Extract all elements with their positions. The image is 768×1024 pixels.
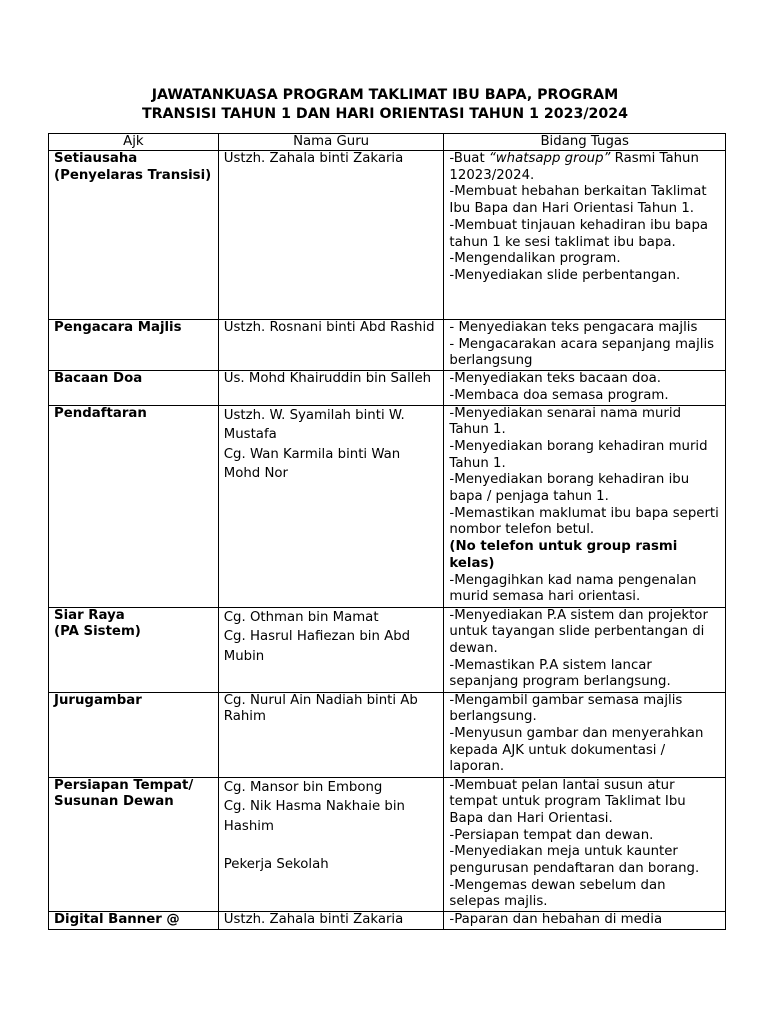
duty-item: -Persiapan tempat dan dewan. (449, 827, 654, 843)
teacher-name: Ustzh. Rosnani binti Abd Rashid (223, 320, 435, 335)
teacher-name: Us. Mohd Khairuddin bin Salleh (223, 371, 432, 387)
teacher-name: Cg. Othman bin Mamat (223, 609, 379, 625)
duty-item (449, 151, 720, 184)
ajk-cell (49, 912, 219, 930)
ajk-role: Jurugambar (54, 692, 142, 708)
ajk-role: Setiausaha (54, 151, 138, 166)
table-row (49, 151, 726, 320)
duty-item: -Paparan dan hebahan di media (449, 912, 663, 928)
nama-guru-cell (218, 912, 444, 930)
bidang-tugas-cell (444, 912, 726, 930)
ajk-role: Pendaftaran (54, 405, 147, 421)
nama-guru-cell (218, 692, 444, 777)
nama-guru-cell (218, 777, 444, 912)
header-ajk: Ajk (49, 134, 219, 151)
duty-item: -Menyediakan senarai nama murid Tahun 1. (449, 405, 682, 438)
duty-item: -Menyediakan borang kehadiran murid Tahun 1. (449, 438, 708, 471)
ajk-role: (PA Sistem) (54, 624, 141, 640)
table-row (49, 692, 726, 777)
bidang-tugas-cell (444, 320, 726, 371)
table-row (49, 371, 726, 405)
teacher-name: Ustzh. W. Syamilah binti W. Mustafa (223, 407, 405, 443)
header-nama-guru: Nama Guru (218, 134, 444, 151)
duty-item: -Mengemas dewan sebelum dan selepas majlis. (449, 877, 666, 910)
nama-guru-cell (218, 151, 444, 320)
table-row (49, 320, 726, 371)
ajk-cell (49, 405, 219, 607)
duty-item: - Mengacarakan acara sepanjang majlis berlangsung (449, 336, 715, 369)
ajk-role: Bacaan Doa (54, 371, 143, 387)
duty-text-post: Rasmi Tahun 12023/2024. (449, 151, 699, 183)
duty-item: -Menyediakan teks bacaan doa. (449, 371, 661, 387)
ajk-cell (49, 371, 219, 405)
title-line-1: JAWATANKUASA PROGRAM TAKLIMAT IBU BAPA, PROGRAM (151, 87, 619, 103)
teacher-name: Pekerja Sekolah (223, 857, 329, 873)
table-row (49, 405, 726, 607)
duty-item: -Menyusun gambar dan menyerahkan kepada AJK untuk dokumentasi / laporan. (449, 725, 704, 775)
duty-text-emphasis: “whatsapp group” (488, 151, 611, 166)
bidang-tugas-cell (444, 151, 726, 320)
nama-guru-cell (218, 607, 444, 692)
duty-item: -Mengendalikan program. (449, 251, 621, 267)
duty-item: -Menyediakan P.A sistem dan projektor untuk tayangan slide perbentangan di dewan. (449, 607, 708, 656)
teacher-name: Cg. Nurul Ain Nadiah binti Ab Rahim (223, 692, 418, 725)
ajk-cell (49, 320, 219, 371)
duty-item: -Membaca doa semasa program. (449, 387, 669, 403)
teacher-name: Cg. Mansor bin Embong (223, 779, 383, 795)
teacher-name: Ustzh. Zahala binti Zakaria (223, 151, 404, 166)
header-bidang-tugas: Bidang Tugas (444, 134, 726, 151)
duty-item: -Menyediakan borang kehadiran ibu bapa / penjaga tahun 1. (449, 472, 690, 505)
ajk-role: (Penyelaras Transisi) (54, 167, 212, 183)
guru-spacer (224, 836, 439, 855)
teacher-name: Cg. Hasrul Hafiezan bin Abd Mubin (223, 629, 411, 664)
ajk-cell (49, 692, 219, 777)
duty-item: -Mengagihkan kad nama pengenalan murid semasa hari orientasi. (449, 572, 697, 605)
ajk-role: Persiapan Tempat/ (54, 777, 194, 793)
ajk-role: Susunan Dewan (54, 794, 174, 810)
duty-item: (No telefon untuk group rasmi kelas) (449, 539, 678, 571)
table-row (49, 607, 726, 692)
bidang-tugas-cell (444, 777, 726, 912)
bidang-tugas-cell (444, 371, 726, 405)
nama-guru-cell (218, 320, 444, 371)
duty-item: -Memastikan maklumat ibu bapa seperti nombor telefon betul. (449, 505, 719, 538)
duty-item: -Membuat hebahan berkaitan Taklimat Ibu Bapa dan Hari Orientasi Tahun 1. (449, 184, 707, 217)
teacher-name: Cg. Wan Karmila binti Wan Mohd Nor (223, 446, 401, 482)
duty-item: -Memastikan P.A sistem lancar sepanjang program berlangsung. (449, 657, 671, 690)
ajk-cell (49, 777, 219, 912)
duty-item: - Menyediakan teks pengacara majlis (449, 320, 698, 335)
ajk-cell (49, 607, 219, 692)
table-body (49, 151, 726, 930)
ajk-role: Digital Banner @ (54, 912, 180, 928)
bidang-tugas-cell (444, 607, 726, 692)
ajk-cell (49, 151, 219, 320)
teacher-name: Cg. Nik Hasma Nakhaie bin Hashim (223, 799, 405, 834)
table-row (49, 912, 726, 930)
bidang-tugas-cell (444, 405, 726, 607)
table-row (49, 777, 726, 912)
nama-guru-cell (218, 405, 444, 607)
ajk-role: Pengacara Majlis (54, 320, 182, 335)
ajk-role: Siar Raya (54, 607, 125, 623)
document-title (60, 86, 710, 124)
nama-guru-cell (218, 371, 444, 405)
table-header-row (49, 134, 726, 151)
committee-table (48, 133, 726, 930)
teacher-name: Ustzh. Zahala binti Zakaria (223, 912, 404, 928)
duty-item: -Membuat tinjauan kehadiran ibu bapa tahun 1 ke sesi taklimat ibu bapa. (449, 217, 709, 250)
duty-text-pre: -Buat (449, 151, 489, 166)
duty-item: -Menyediakan slide perbentangan. (449, 267, 681, 283)
title-line-2: TRANSISI TAHUN 1 DAN HARI ORIENTASI TAHUN 1 2023/2024 (141, 106, 629, 122)
duty-item: -Menyediakan meja untuk kaunter pengurusan pendaftaran dan borang. (449, 844, 700, 877)
duty-item: -Membuat pelan lantai susun atur tempat untuk program Taklimat Ibu Bapa dan Hari Orientasi. (449, 777, 686, 826)
duty-item: -Mengambil gambar semasa majlis berlangsung. (449, 692, 683, 725)
bidang-tugas-cell (444, 692, 726, 777)
